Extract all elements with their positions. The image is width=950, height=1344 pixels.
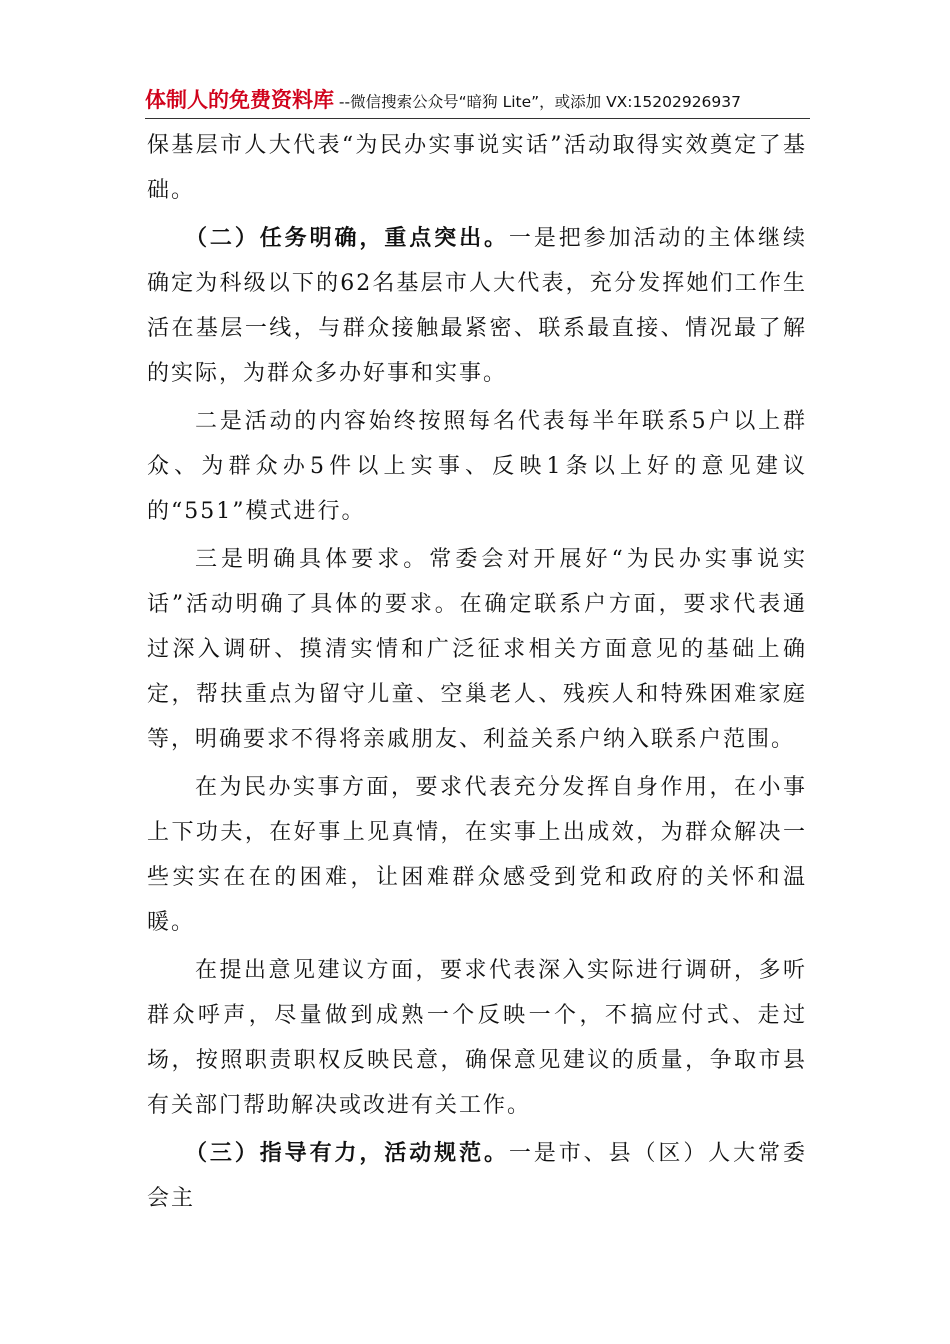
paragraph [147, 537, 807, 762]
paragraph [147, 765, 807, 945]
paragraph-text: 在提出意见建议方面，要求代表深入实际进行调研，多听群众呼声，尽量做到成熟一个反映一个，不搞应付式、走过场，按照职责职权反映民意，确保意见建议的质量，争取市县有关部门帮助解决或改进有关工作。 [147, 958, 807, 1118]
section-heading: （二）任务明确，重点突出。 [185, 225, 509, 251]
header-contact: --微信搜索公众号“暗狗 Lite”，或添加 VX:15202926937 [334, 93, 742, 111]
paragraph-text: 一是把参加活动的主体继续确定为科级以下的62名基层市人大代表，充分发挥她们工作生活在基层一线，与群众接触最紧密、联系最直接、情况最了解的实际，为群众多办好事和实事。 [147, 226, 807, 386]
paragraph [147, 948, 807, 1128]
document-body [147, 123, 807, 1221]
paragraph-text: 保基层市人大代表“为民办实事说实话”活动取得实效奠定了基础。 [147, 133, 807, 203]
paragraph-text: 在为民办实事方面，要求代表充分发挥自身作用，在小事上下功夫，在好事上见真情，在实事上出成效，为群众解决一些实实在在的困难，让困难群众感受到党和政府的关怀和温暖。 [147, 775, 807, 935]
paragraph [147, 123, 807, 213]
paragraph-text: 一是市、县（区）人大常委会主 [147, 1141, 807, 1211]
page-header [145, 84, 810, 119]
paragraph-text: 三是明确具体要求。常委会对开展好“为民办实事说实话”活动明确了具体的要求。在确定联系户方面，要求代表通过深入调研、摸清实情和广泛征求相关方面意见的基础上确定，帮扶重点为留守儿童、空巢老人、残疾人和特殊困难家庭等，明确要求不得将亲戚朋友、利益关系户纳入联系户范围。 [147, 547, 807, 752]
paragraph [147, 216, 807, 396]
paragraph [147, 399, 807, 534]
paragraph-text: 二是活动的内容始终按照每名代表每半年联系5户以上群众、为群众办5件以上实事、反映1条以上好的意见建议的“551”模式进行。 [147, 409, 807, 524]
paragraph [147, 1131, 807, 1221]
header-brand: 体制人的免费资料库 [145, 88, 334, 112]
section-heading: （三）指导有力，活动规范。 [185, 1140, 509, 1166]
